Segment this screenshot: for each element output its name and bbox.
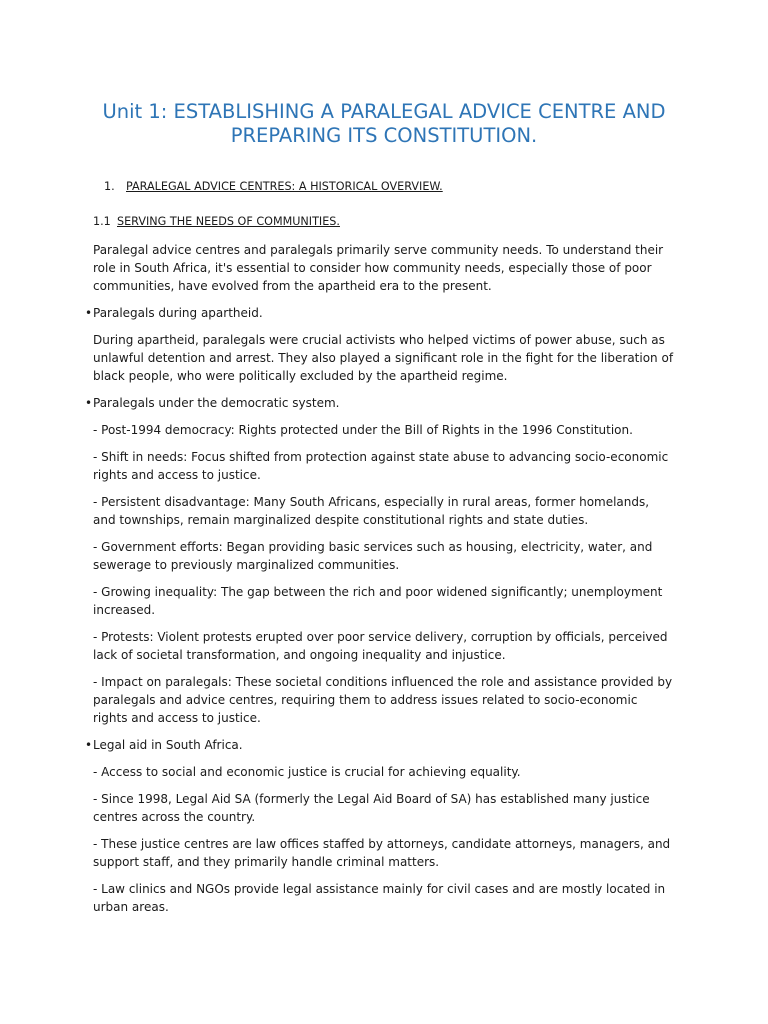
- democratic-item: - Impact on paralegals: These societal conditions influenced the role and assistance provided by paralegals and advice centres, requiring them to address issues related to socio-economic rights and access to justice.: [93, 675, 673, 725]
- document-title: Unit 1: ESTABLISHING A PARALEGAL ADVICE CENTRE AND PREPARING ITS CONSTITUTION.: [102, 100, 666, 147]
- section-1-1-number: 1.1: [93, 215, 111, 228]
- legal-aid-item: - These justice centres are law offices staffed by attorneys, candidate attorneys, managers, and support staff, and they primarily handle criminal matters.: [93, 837, 671, 869]
- bullet-icon: •: [85, 306, 93, 320]
- section-1-1-heading: [93, 215, 693, 229]
- section-1-heading: [104, 180, 704, 194]
- section-1-number: 1.: [104, 180, 115, 193]
- bullet-democratic: [85, 394, 675, 412]
- intro-paragraph: Paralegal advice centres and paralegals primarily serve community needs. To understand their role in South Africa, it's essential to consider how community needs, especially those of poor communities, have evolved from the apartheid era to the present.: [93, 243, 664, 293]
- democratic-heading: Paralegals under the democratic system.: [93, 396, 340, 410]
- apartheid-heading: Paralegals during apartheid.: [93, 306, 263, 320]
- bullet-legal-aid: [85, 736, 675, 754]
- document-body: [85, 241, 675, 925]
- legal-aid-item: - Law clinics and NGOs provide legal assistance mainly for civil cases and are mostly located in urban areas.: [93, 882, 666, 914]
- democratic-item: - Growing inequality: The gap between the rich and poor widened significantly; unemployment increased.: [93, 585, 663, 617]
- legal-aid-item: - Since 1998, Legal Aid SA (formerly the Legal Aid Board of SA) has established many justice centres across the country.: [93, 792, 650, 824]
- bullet-icon: •: [85, 738, 93, 752]
- apartheid-paragraph: During apartheid, paralegals were crucial activists who helped victims of power abuse, such as unlawful detention and arrest. They also played a significant role in the fight for the liberation of black people, who were politically excluded by the apartheid regime.: [93, 333, 674, 383]
- democratic-item: - Shift in needs: Focus shifted from protection against state abuse to advancing socio-economic rights and access to justice.: [93, 450, 669, 482]
- democratic-item: - Persistent disadvantage: Many South Africans, especially in rural areas, former homelands, and townships, remain marginalized despite constitutional rights and state duties.: [93, 495, 650, 527]
- section-1-1-title: SERVING THE NEEDS OF COMMUNITIES.: [117, 215, 340, 228]
- democratic-item: - Government efforts: Began providing basic services such as housing, electricity, water, and sewerage to previously marginalized communities.: [93, 540, 653, 572]
- democratic-item: - Protests: Violent protests erupted over poor service delivery, corruption by officials, perceived lack of societal transformation, and ongoing inequality and injustice.: [93, 630, 668, 662]
- democratic-item: - Post-1994 democracy: Rights protected under the Bill of Rights in the 1996 Constitution.: [93, 423, 633, 437]
- legal-aid-item: - Access to social and economic justice is crucial for achieving equality.: [93, 765, 521, 779]
- legal-aid-heading: Legal aid in South Africa.: [93, 738, 243, 752]
- bullet-apartheid: [85, 304, 675, 322]
- bullet-icon: •: [85, 396, 93, 410]
- section-1-title: PARALEGAL ADVICE CENTRES: A HISTORICAL OVERVIEW.: [126, 180, 443, 193]
